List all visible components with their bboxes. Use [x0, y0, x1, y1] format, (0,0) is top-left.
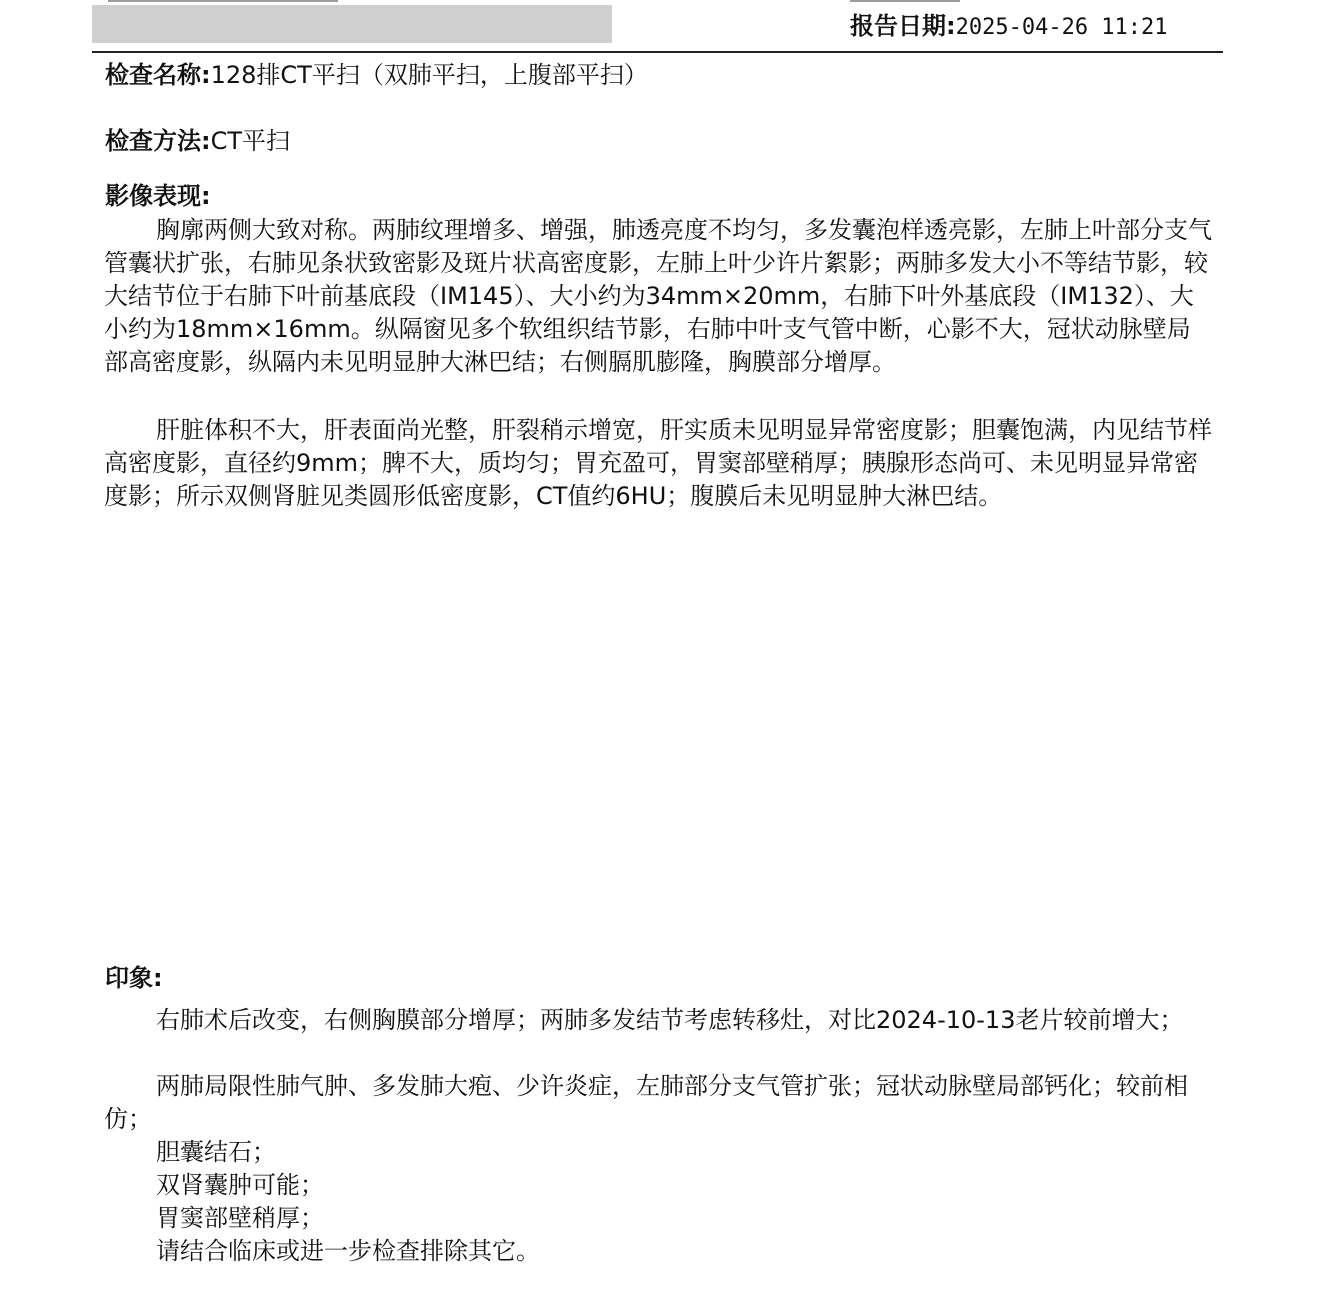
impression-item: 请结合临床或进一步检查排除其它。: [156, 1237, 540, 1265]
report-date-label: 报告日期:: [850, 12, 956, 40]
impression-item: 双肾囊肿可能；: [156, 1171, 324, 1199]
header-divider: [92, 51, 1223, 53]
impression-heading: 印象:: [105, 964, 163, 992]
cropped-header-text-right: [850, 0, 960, 2]
findings-paragraph-chest: 胸廓两侧大致对称。两肺纹理增多、增强，肺透亮度不均匀，多发囊泡样透亮影，左肺上叶部分支气管囊状扩张，右肺见条状致密影及斑片状高密度影，左肺上叶少许片絮影；两肺多发大小不等结节影，较大结节位于右肺下叶前基底段（IM145）、大小约为34mm×20mm，右肺下叶外基底段（IM132）、大小约为18mm×16mm。纵隔窗见多个软组织结节影，右肺中叶支气管中断，心影不大，冠状动脉壁局部高密度影，纵隔内未见明显肿大淋巴结；右侧膈肌膨隆，胸膜部分增厚。: [104, 216, 1212, 376]
report-date-value: 2025-04-26 11:21: [955, 15, 1168, 40]
cropped-header-text-left: [108, 0, 338, 2]
exam-name-value: 128排CT平扫（双肺平扫，上腹部平扫）: [210, 61, 648, 89]
impression-item: 胆囊结石；: [156, 1138, 276, 1166]
report-date: [850, 10, 1168, 44]
exam-method-value: CT平扫: [210, 127, 291, 155]
impression-item: 胃窦部壁稍厚；: [156, 1204, 324, 1232]
findings-paragraph-abdomen: 肝脏体积不大，肝表面尚光整，肝裂稍示增宽，肝实质未见明显异常密度影；胆囊饱满，内见结节样高密度影，直径约9mm；脾不大，质均匀；胃充盈可，胃窦部壁稍厚；胰腺形态尚可、未见明显异常密度影；所示双侧肾脏见类圆形低密度影，CT值约6HU；腹膜后未见明显肿大淋巴结。: [104, 416, 1212, 510]
exam-name-row: [105, 59, 648, 91]
findings-heading: 影像表现:: [105, 182, 211, 210]
exam-name-label: 检查名称:: [105, 61, 211, 89]
exam-method-row: [105, 125, 290, 157]
redacted-patient-info: [92, 5, 612, 43]
exam-method-label: 检查方法:: [105, 127, 211, 155]
impression-item: 右肺术后改变，右侧胸膜部分增厚；两肺多发结节考虑转移灶，对比2024-10-13老片较前增大；: [156, 1006, 1184, 1034]
impression-item: 两肺局限性肺气肿、多发肺大疱、少许炎症，左肺部分支气管扩张；冠状动脉壁局部钙化；较前相仿；: [104, 1072, 1188, 1133]
